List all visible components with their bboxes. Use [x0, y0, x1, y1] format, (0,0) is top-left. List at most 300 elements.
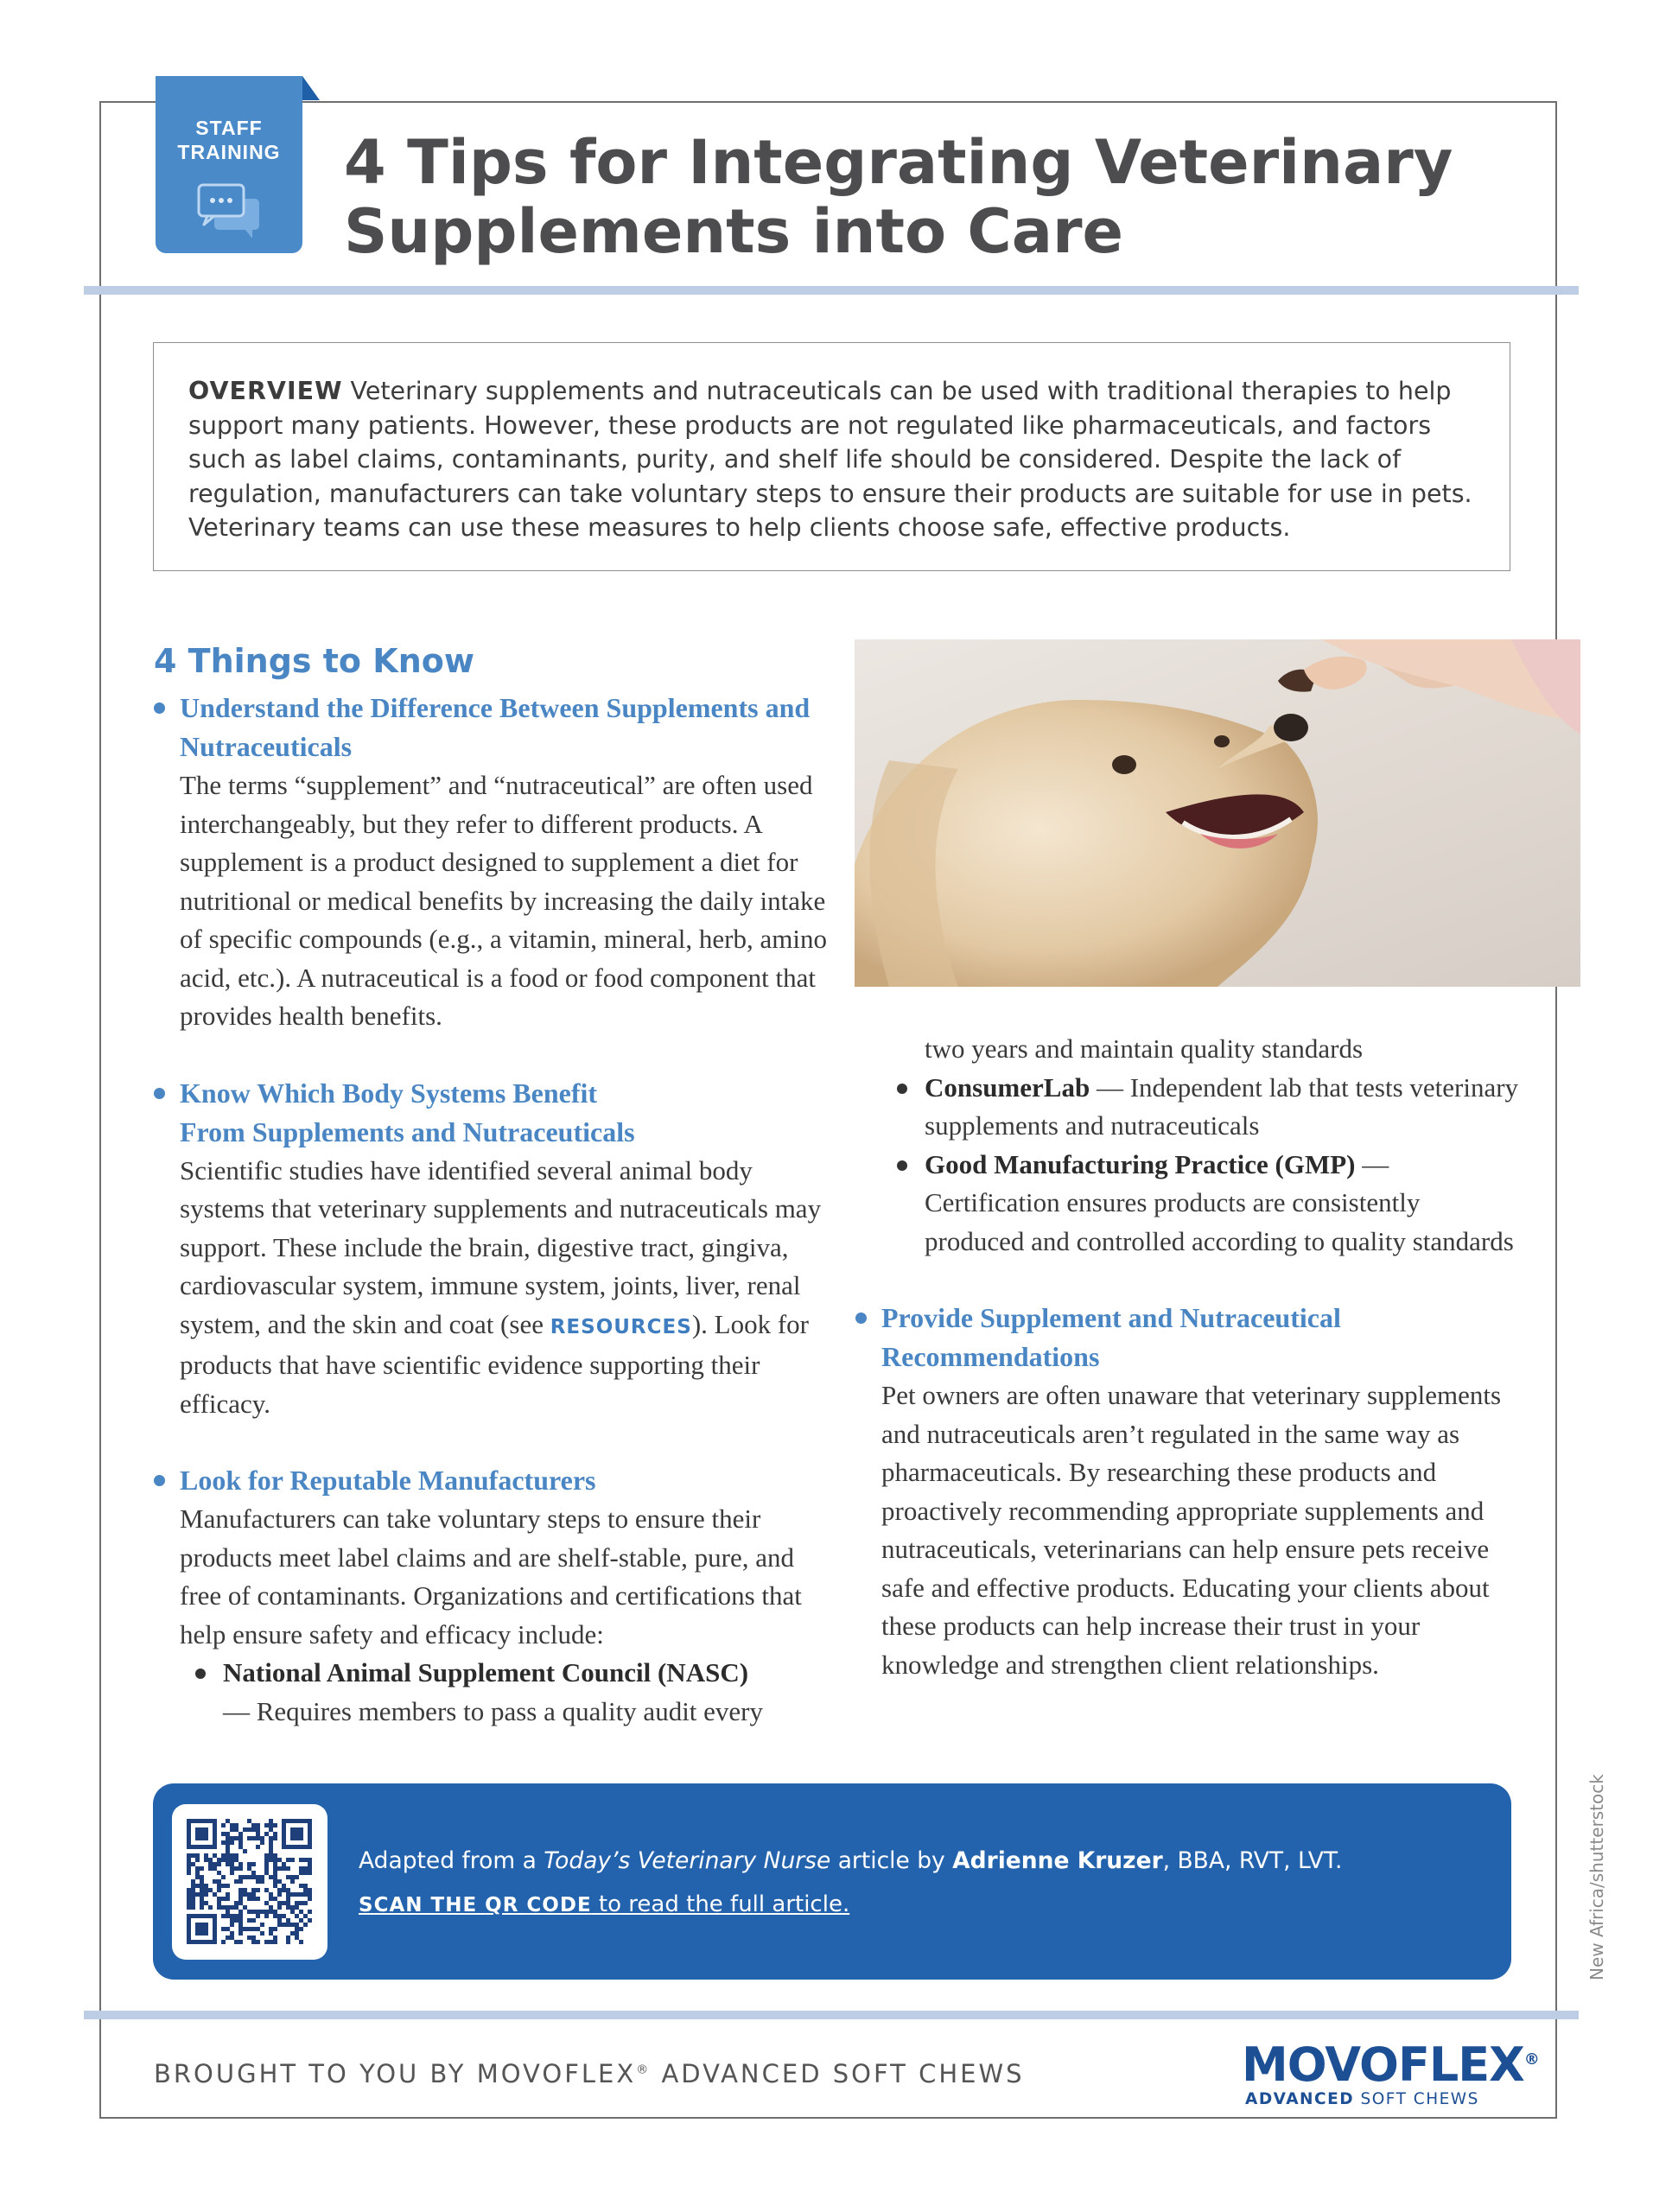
qr-module: [256, 1832, 260, 1836]
qr-module: [295, 1892, 299, 1897]
scan-label: SCAN THE QR CODE: [359, 1894, 592, 1916]
article-banner: [153, 1783, 1511, 1980]
qr-module: [191, 1884, 195, 1888]
badge-label-line2: TRAINING: [177, 141, 281, 163]
qr-module: [217, 1901, 221, 1905]
qr-module: [256, 1845, 260, 1849]
qr-module: [260, 1875, 264, 1879]
qr-module: [226, 1927, 230, 1931]
qr-finder: [290, 1827, 303, 1840]
overview-box: [153, 342, 1510, 571]
qr-module: [251, 1918, 256, 1923]
qr-module: [226, 1836, 230, 1840]
qr-module: [256, 1910, 260, 1914]
qr-module: [208, 1905, 213, 1910]
tip-title-1: Understand the Difference Between Supplements and Nutraceuticals: [180, 692, 811, 762]
qr-module: [191, 1853, 195, 1858]
qr-module: [247, 1897, 251, 1901]
qr-module: [308, 1918, 312, 1923]
qr-module: [295, 1875, 299, 1879]
qr-finder: [195, 1827, 208, 1840]
qr-module: [308, 1871, 312, 1875]
qr-module: [264, 1871, 269, 1875]
bullet: [154, 702, 165, 714]
qr-module: [221, 1858, 226, 1862]
qr-module: [303, 1858, 308, 1862]
qr-module: [217, 1905, 221, 1910]
qr-module: [247, 1927, 251, 1931]
right-column: [855, 1030, 1521, 1684]
qr-module: [230, 1858, 234, 1862]
qr-module: [234, 1879, 238, 1884]
qr-module: [264, 1910, 269, 1914]
qr-module: [299, 1884, 303, 1888]
qr-module: [260, 1923, 264, 1927]
qr-module: [187, 1901, 191, 1905]
qr-module: [238, 1879, 243, 1884]
qr-module: [247, 1875, 251, 1879]
qr-module: [303, 1923, 308, 1927]
tip-body-3: Manufacturers can take voluntary steps to ensure their products meet label claims and are shelf-stable, pure, and free of contaminants. Organizations and certifications that help ensure safety and efficacy include:: [180, 1503, 802, 1649]
qr-module: [243, 1892, 247, 1897]
qr-module: [303, 1871, 308, 1875]
qr-module: [273, 1927, 277, 1931]
qr-module: [200, 1901, 204, 1905]
adapted-prefix: Adapted from a: [359, 1847, 544, 1874]
qr-module: [187, 1862, 191, 1866]
qr-module: [234, 1836, 238, 1840]
qr-module: [226, 1853, 230, 1858]
qr-module: [273, 1884, 277, 1888]
qr-module: [187, 1853, 191, 1858]
qr-module: [226, 1884, 230, 1888]
qr-module: [251, 1897, 256, 1901]
qr-module: [208, 1888, 213, 1892]
qr-module: [251, 1888, 256, 1892]
qr-module: [230, 1853, 234, 1858]
qr-module: [204, 1892, 208, 1897]
qr-module: [191, 1892, 195, 1897]
qr-module: [187, 1888, 191, 1892]
qr-module: [226, 1897, 230, 1901]
qr-module: [269, 1840, 273, 1845]
qr-module: [251, 1871, 256, 1875]
qr-module: [308, 1910, 312, 1914]
qr-module: [195, 1858, 200, 1862]
qr-module: [269, 1849, 273, 1853]
qr-module: [295, 1914, 299, 1918]
adapted-from-text: [359, 1847, 1342, 1874]
qr-module: [295, 1927, 299, 1931]
qr-module: [238, 1845, 243, 1849]
qr-module: [264, 1862, 269, 1866]
qr-module: [269, 1905, 273, 1910]
qr-module: [200, 1905, 204, 1910]
qr-module: [230, 1862, 234, 1866]
qr-module: [226, 1845, 230, 1849]
qr-module: [277, 1858, 282, 1862]
overview-label: OVERVIEW: [188, 377, 343, 405]
qr-module: [269, 1827, 273, 1832]
qr-module: [277, 1901, 282, 1905]
qr-module: [286, 1901, 290, 1905]
qr-module: [256, 1823, 260, 1827]
qr-module: [230, 1931, 234, 1936]
qr-module: [226, 1858, 230, 1862]
qr-module: [303, 1888, 308, 1892]
qr-module: [256, 1940, 260, 1944]
photo-credit: New Africa/shutterstock: [1586, 1774, 1607, 1980]
qr-module: [243, 1905, 247, 1910]
tip-title-4: Provide Supplement and Nutraceutical Recommendations: [881, 1302, 1341, 1372]
qr-module: [264, 1866, 269, 1871]
qr-module: [226, 1849, 230, 1853]
qr-module: [234, 1823, 238, 1827]
qr-module: [217, 1884, 221, 1888]
qr-module: [273, 1862, 277, 1866]
qr-module: [238, 1940, 243, 1944]
qr-module: [308, 1892, 312, 1897]
qr-module: [221, 1905, 226, 1910]
qr-module: [286, 1866, 290, 1871]
org-name: Good Manufacturing Practice (GMP): [925, 1148, 1356, 1179]
qr-module: [269, 1845, 273, 1849]
qr-module: [303, 1914, 308, 1918]
qr-module: [221, 1853, 226, 1858]
qr-module: [251, 1927, 256, 1931]
author-name: Adrienne Kruzer: [952, 1847, 1163, 1874]
qr-module: [286, 1875, 290, 1879]
qr-module: [191, 1862, 195, 1866]
qr-module: [226, 1914, 230, 1918]
qr-module: [256, 1888, 260, 1892]
qr-module: [273, 1871, 277, 1875]
qr-module: [299, 1858, 303, 1862]
footer-text-part2: ADVANCED SOFT CHEWS: [651, 2059, 1025, 2088]
qr-module: [213, 1892, 217, 1897]
tip-item-4: [855, 1299, 1521, 1684]
qr-module: [217, 1879, 221, 1884]
qr-module: [238, 1836, 243, 1840]
qr-module: [290, 1910, 295, 1914]
qr-module: [264, 1853, 269, 1858]
qr-module: [282, 1901, 286, 1905]
qr-module: [238, 1931, 243, 1936]
tip-body-2: [180, 1152, 828, 1424]
qr-module: [303, 1892, 308, 1897]
qr-module: [277, 1918, 282, 1923]
footer-rule: [84, 2011, 1579, 2019]
qr-module: [200, 1866, 204, 1871]
qr-module: [238, 1927, 243, 1931]
qr-module: [195, 1853, 200, 1858]
qr-module: [299, 1940, 303, 1944]
qr-module: [230, 1836, 234, 1840]
qr-module: [204, 1853, 208, 1858]
qr-module: [308, 1866, 312, 1871]
scan-qr-link[interactable]: [359, 1891, 849, 1917]
qr-module: [273, 1879, 277, 1884]
qr-module: [208, 1866, 213, 1871]
qr-module: [273, 1866, 277, 1871]
qr-module: [273, 1910, 277, 1914]
qr-module: [277, 1866, 282, 1871]
qr-module: [308, 1888, 312, 1892]
footer-text-part1: BROUGHT TO YOU BY MOVOFLEX: [154, 2059, 637, 2088]
qr-module: [299, 1892, 303, 1897]
qr-module: [187, 1858, 191, 1862]
qr-module: [286, 1918, 290, 1923]
qr-module: [208, 1862, 213, 1866]
qr-module: [230, 1866, 234, 1871]
qr-module: [303, 1884, 308, 1888]
qr-module: [247, 1836, 251, 1840]
qr-module: [299, 1918, 303, 1923]
qr-module: [282, 1884, 286, 1888]
qr-module: [204, 1884, 208, 1888]
qr-module: [187, 1897, 191, 1901]
qr-module: [221, 1832, 226, 1836]
qr-module: [282, 1862, 286, 1866]
logo-tag-rest: SOFT CHEWS: [1354, 2090, 1479, 2108]
qr-module: [238, 1914, 243, 1918]
qr-module: [187, 1866, 191, 1871]
qr-module: [247, 1910, 251, 1914]
qr-module: [277, 1888, 282, 1892]
qr-module: [251, 1862, 256, 1866]
tip-title-3: Look for Reputable Manufacturers: [180, 1465, 596, 1496]
qr-module: [251, 1836, 256, 1840]
author-credentials: , BBA, RVT, LVT.: [1162, 1847, 1343, 1874]
qr-module: [243, 1875, 247, 1879]
qr-module: [290, 1931, 295, 1936]
qr-module: [290, 1905, 295, 1910]
qr-module: [230, 1923, 234, 1927]
qr-module: [226, 1862, 230, 1866]
qr-module: [269, 1927, 273, 1931]
qr-module: [238, 1840, 243, 1845]
qr-module: [217, 1862, 221, 1866]
qr-module: [247, 1936, 251, 1940]
tip-body-2-text-end: ). Look for products that have scientific evidence supporting their efficacy.: [180, 1308, 809, 1419]
publication-name: Today’s Veterinary Nurse: [544, 1847, 831, 1874]
org-nasc-continued: two years and maintain quality standards: [925, 1033, 1364, 1064]
article-by: article by: [830, 1847, 953, 1874]
sub-bullet: [897, 1160, 907, 1171]
qr-module: [290, 1875, 295, 1879]
qr-module: [290, 1858, 295, 1862]
qr-module: [238, 1832, 243, 1836]
movoflex-logo: [1242, 2035, 1539, 2108]
qr-module: [243, 1927, 247, 1931]
qr-module: [195, 1866, 200, 1871]
org-desc: — Requires members to pass a quality audit every: [223, 1695, 764, 1726]
qr-module: [264, 1888, 269, 1892]
logo-tagline: [1245, 2090, 1518, 2108]
qr-module: [226, 1892, 230, 1897]
qr-module: [226, 1832, 230, 1836]
qr-module: [230, 1840, 234, 1845]
qr-module: [243, 1849, 247, 1853]
qr-module: [299, 1871, 303, 1875]
qr-module: [213, 1853, 217, 1858]
qr-module: [295, 1901, 299, 1905]
qr-module: [295, 1923, 299, 1927]
qr-module: [251, 1892, 256, 1897]
qr-module: [277, 1879, 282, 1884]
qr-module: [264, 1823, 269, 1827]
qr-module: [286, 1892, 290, 1897]
qr-module: [264, 1940, 269, 1944]
qr-code[interactable]: [172, 1804, 327, 1960]
qr-module: [282, 1866, 286, 1871]
qr-module: [217, 1888, 221, 1892]
qr-module: [260, 1840, 264, 1845]
qr-module: [221, 1897, 226, 1901]
bullet: [855, 1313, 867, 1324]
org-item-consumerlab: [855, 1069, 1521, 1146]
qr-module: [269, 1836, 273, 1840]
qr-module: [200, 1875, 204, 1879]
qr-module: [230, 1936, 234, 1940]
qr-module: [217, 1858, 221, 1862]
footer-reg-mark: ®: [636, 2063, 652, 2077]
qr-module: [251, 1823, 256, 1827]
logo-tag-bold: ADVANCED: [1245, 2090, 1355, 2108]
qr-module: [299, 1910, 303, 1914]
qr-module: [251, 1875, 256, 1879]
qr-module: [204, 1858, 208, 1862]
qr-module: [195, 1892, 200, 1897]
qr-module: [238, 1875, 243, 1879]
qr-module: [217, 1871, 221, 1875]
qr-module: [234, 1853, 238, 1858]
qr-module: [234, 1940, 238, 1944]
qr-module: [238, 1888, 243, 1892]
qr-module: [277, 1923, 282, 1927]
qr-module: [256, 1836, 260, 1840]
qr-module: [273, 1914, 277, 1918]
qr-module: [299, 1866, 303, 1871]
qr-module: [273, 1936, 277, 1940]
qr-module: [221, 1875, 226, 1879]
qr-module: [238, 1901, 243, 1905]
qr-module: [200, 1879, 204, 1884]
qr-module: [238, 1918, 243, 1923]
qr-module: [273, 1858, 277, 1862]
qr-module: [226, 1936, 230, 1940]
scan-rest: to read the full article.: [591, 1891, 850, 1917]
qr-module: [213, 1862, 217, 1866]
qr-module: [221, 1940, 226, 1944]
resources-link[interactable]: RESOURCES: [550, 1315, 692, 1338]
qr-module: [230, 1871, 234, 1875]
qr-module: [187, 1871, 191, 1875]
qr-module: [256, 1875, 260, 1879]
org-item-gmp: [855, 1146, 1521, 1262]
tip-item-2: [154, 1074, 828, 1424]
dog-photo: [855, 639, 1580, 987]
qr-module: [191, 1897, 195, 1901]
qr-module: [290, 1879, 295, 1884]
qr-module: [234, 1905, 238, 1910]
qr-module: [204, 1901, 208, 1905]
qr-module: [187, 1892, 191, 1897]
qr-module: [191, 1888, 195, 1892]
tip-body-4: Pet owners are often unaware that veterinary supplements and nutraceuticals aren’t regulated in the same way as pharmaceuticals. By researching these products and proactively recommending appropriate supplements and nutraceuticals, veterinarians can help ensure pets receive safe and effective products. Educating your clients about these products can help increase their trust in your knowledge and strengthen client relationships.: [881, 1380, 1502, 1680]
qr-module: [269, 1875, 273, 1879]
sub-bullet: [195, 1669, 206, 1679]
qr-module: [286, 1858, 290, 1862]
qr-module: [286, 1905, 290, 1910]
qr-module: [230, 1823, 234, 1827]
qr-module: [256, 1827, 260, 1832]
qr-module: [221, 1884, 226, 1888]
qr-module: [191, 1901, 195, 1905]
qr-module: [264, 1901, 269, 1905]
qr-module: [234, 1858, 238, 1862]
qr-module: [221, 1914, 226, 1918]
qr-module: [195, 1871, 200, 1875]
qr-module: [247, 1918, 251, 1923]
qr-module: [256, 1927, 260, 1931]
qr-module: [226, 1819, 230, 1823]
left-column: [154, 642, 828, 1731]
qr-module: [230, 1918, 234, 1923]
qr-module: [200, 1888, 204, 1892]
qr-module: [234, 1918, 238, 1923]
qr-module: [269, 1897, 273, 1901]
title-line2: Supplements into Care: [344, 196, 1124, 267]
qr-module: [286, 1897, 290, 1901]
header-rule: [84, 286, 1579, 295]
qr-module: [213, 1866, 217, 1871]
qr-module: [247, 1819, 251, 1823]
qr-module: [213, 1879, 217, 1884]
qr-module: [247, 1866, 251, 1871]
qr-module: [187, 1905, 191, 1910]
qr-module: [230, 1905, 234, 1910]
qr-module: [221, 1823, 226, 1827]
tip-body-2-text: Scientific studies have identified several animal body systems that veterinary supplements and nutraceuticals may support. These include the brain, digestive tract, gingiva, cardiovascular system, immune system, joints, liver, renal system, and the skin and coat (see: [180, 1154, 822, 1339]
qr-module: [282, 1914, 286, 1918]
qr-finder: [195, 1923, 208, 1936]
org-name: ConsumerLab: [925, 1071, 1090, 1103]
qr-module: [200, 1892, 204, 1897]
qr-module: [303, 1866, 308, 1871]
qr-module: [260, 1879, 264, 1884]
tip-title-2: Know Which Body Systems Benefit From Supplements and Nutraceuticals: [180, 1077, 635, 1147]
qr-module: [243, 1888, 247, 1892]
overview-text: Veterinary supplements and nutraceuticals can be used with traditional therapies to help support many patients. However, these products are not regulated like pharmaceuticals, and factors such as label claims, contaminants, purity, and shelf life should be considered. Despite the lack of regulation, manufacturers can take voluntary steps to ensure their products are suitable for use in pets. Veterinary teams can use these measures to help clients choose safe, effective products.: [188, 377, 1472, 542]
qr-module: [251, 1940, 256, 1944]
qr-module: [226, 1910, 230, 1914]
org-continued: [855, 1030, 1521, 1069]
sub-bullet: [897, 1084, 907, 1094]
qr-module: [264, 1914, 269, 1918]
qr-module: [238, 1862, 243, 1866]
section-title: 4 Things to Know: [154, 642, 474, 680]
qr-module: [217, 1897, 221, 1901]
qr-module: [264, 1858, 269, 1862]
qr-module: [269, 1892, 273, 1897]
qr-module: [273, 1853, 277, 1858]
qr-module: [260, 1910, 264, 1914]
qr-module: [238, 1910, 243, 1914]
qr-module: [273, 1832, 277, 1836]
qr-module: [234, 1827, 238, 1832]
title-line1: 4 Tips for Integrating Veterinary: [344, 127, 1453, 198]
